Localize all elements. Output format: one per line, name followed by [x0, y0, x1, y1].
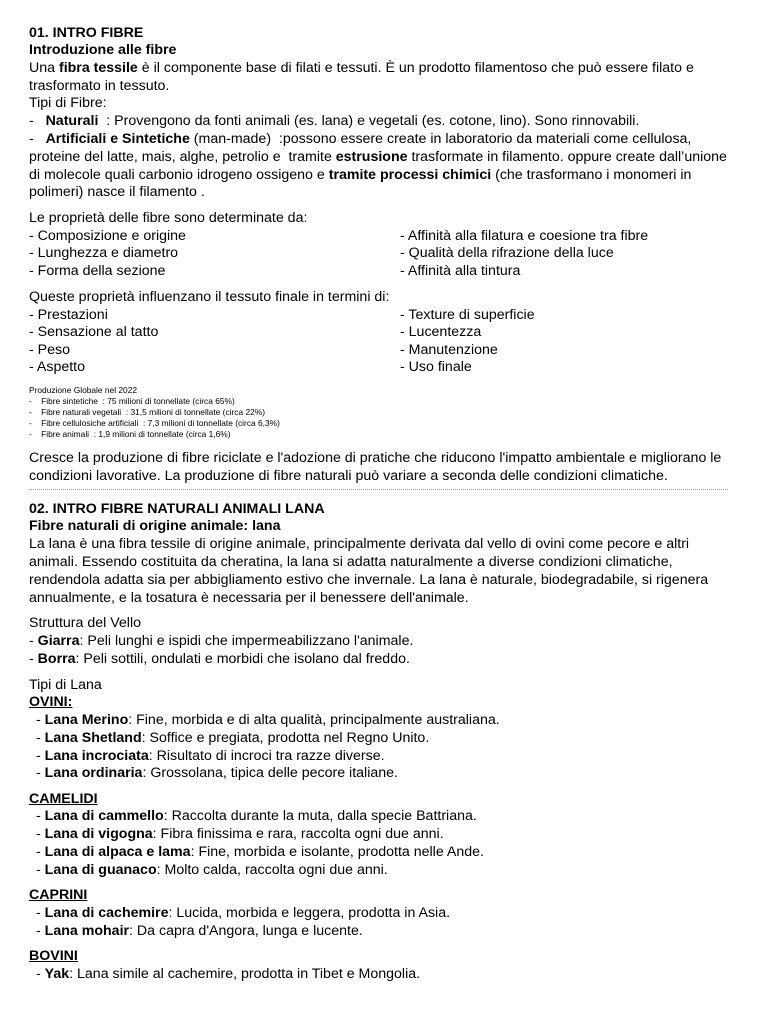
property-item: - Lunghezza e diametro [29, 245, 179, 261]
properties-label: Le proprietà delle fibre sono determinate da: [29, 210, 308, 226]
influence-item: - Peso [29, 342, 71, 358]
wool-type-item: - Lana di vigogna: Fibra finissima e rara, raccolta ogni due anni. [36, 826, 444, 842]
wool-intro-line: La lana è una fibra tessile di origine animale, principalmente derivata dal vello di ovini come pecore e altri [29, 536, 690, 552]
influence-item: - Manutenzione [400, 342, 498, 358]
influence-item: - Sensazione al tatto [29, 324, 159, 340]
wool-type-item: - Lana di alpaca e lama: Fine, morbida e isolante, prodotta nelle Ande. [36, 844, 484, 860]
wool-intro-line: rendendola adatta sia per abbigliamento estivo che invernale. La lana è naturale, biodegradabile, si rigenera [29, 572, 709, 588]
closing-paragraph-line-2: condizioni lavorative. La produzione di fibre naturali può variare a seconda delle condizioni climatiche. [29, 468, 668, 484]
wool-type-item: - Lana Shetland: Soffice e pregiata, prodotta nel Regno Unito. [36, 730, 430, 746]
production-title: Produzione Globale nel 2022 [29, 385, 138, 395]
property-item: - Affinità alla tintura [400, 263, 521, 279]
production-item: - Fibre naturali vegetali : 31,5 milioni di tonnellate (circa 22%) [29, 407, 266, 417]
wool-types-label: Tipi di Lana [29, 677, 102, 693]
group-title-bovini: BOVINI [29, 948, 78, 964]
fiber-type-naturali: - Naturali : Provengono da fonti animali (es. lana) e vegetali (es. cotone, lino). Sono rinnovabili. [29, 113, 640, 129]
production-item: - Fibre sintetiche : 75 milioni di tonnellate (circa 65%) [29, 396, 235, 406]
section-2-subheading: Fibre naturali di origine animale: lana [29, 518, 281, 534]
influence-item: - Prestazioni [29, 307, 108, 323]
group-title-ovini: OVINI: [29, 694, 73, 710]
influence-item: - Texture di superficie [400, 307, 535, 323]
property-item: - Qualità della rifrazione della luce [400, 245, 614, 261]
wool-type-item: - Lana incrociata: Risultato di incroci tra razze diverse. [36, 748, 385, 764]
group-title-caprini: CAPRINI [29, 887, 88, 903]
influence-label: Queste proprietà influenzano il tessuto finale in termini di: [29, 289, 390, 305]
intro-paragraph-line-2: trasformato in tessuto. [29, 78, 170, 94]
influence-item: - Aspetto [29, 359, 85, 375]
artificiali-line-3: di molecole quali carbonio idrogeno ossigeno e tramite processi chimici (che trasformano i monomeri in [29, 167, 692, 183]
section-1-heading: 01. INTRO FIBRE [29, 25, 144, 41]
artificiali-line-4: polimeri) nasce il filamento . [29, 184, 205, 200]
wool-type-item: - Lana di cachemire: Lucida, morbida e leggera, prodotta in Asia. [36, 905, 451, 921]
section-divider [29, 489, 728, 490]
intro-paragraph-line-1: Una fibra tessile è il componente base di filati e tessuti. È un prodotto filamentoso che può essere filato e [29, 60, 694, 76]
fleece-item-borra: - Borra: Peli sottili, ondulati e morbidi che isolano dal freddo. [29, 651, 410, 667]
wool-type-item: - Lana mohair: Da capra d'Angora, lunga e lucente. [36, 923, 363, 939]
production-item: - Fibre animali : 1,9 milioni di tonnellate (circa 1,6%) [29, 429, 231, 439]
property-item: - Affinità alla filatura e coesione tra fibre [400, 228, 649, 244]
influence-item: - Uso finale [400, 359, 472, 375]
production-item: - Fibre cellulosiche artificiali : 7,3 milioni di tonnellate (circa 6,3%) [29, 418, 280, 428]
wool-intro-line: annualmente, e la tosatura è necessaria per il benessere dell'animale. [29, 590, 469, 606]
fiber-type-artificiali: - Artificiali e Sintetiche (man-made) :possono essere create in laboratorio da materiali come cellulosa, [29, 131, 692, 147]
artificiali-line-2: proteine del latte, mais, alghe, petrolio e tramite estrusione trasformate in filamento. oppure create dall’unione [29, 149, 727, 165]
property-item: - Composizione e origine [29, 228, 186, 244]
wool-type-item: - Lana ordinaria: Grossolana, tipica delle pecore italiane. [36, 765, 398, 781]
fiber-types-label: Tipi di Fibre: [29, 95, 107, 111]
group-title-camelidi: CAMELIDI [29, 791, 98, 807]
wool-type-item: - Lana Merino: Fine, morbida e di alta qualità, principalmente australiana. [36, 712, 500, 728]
fleece-structure-label: Struttura del Vello [29, 615, 141, 631]
influence-item: - Lucentezza [400, 324, 482, 340]
property-item: - Forma della sezione [29, 263, 166, 279]
section-2-heading: 02. INTRO FIBRE NATURALI ANIMALI LANA [29, 501, 325, 517]
closing-paragraph-line-1: Cresce la produzione di fibre riciclate e l'adozione di pratiche che riducono l'impatto ambientale e migliorano le [29, 450, 722, 466]
section-1-subheading: Introduzione alle fibre [29, 42, 177, 58]
wool-type-item: - Lana di cammello: Raccolta durante la muta, dalla specie Battriana. [36, 808, 477, 824]
wool-type-item: - Yak: Lana simile al cachemire, prodotta in Tibet e Mongolia. [36, 966, 421, 982]
wool-type-item: - Lana di guanaco: Molto calda, raccolta ogni due anni. [36, 862, 388, 878]
wool-intro-line: animali. Essendo costituita da cheratina, la lana si adatta naturalmente a diverse condizioni climatiche, [29, 554, 673, 570]
fleece-item-giarra: - Giarra: Peli lunghi e ispidi che impermeabilizzano l'animale. [29, 633, 414, 649]
